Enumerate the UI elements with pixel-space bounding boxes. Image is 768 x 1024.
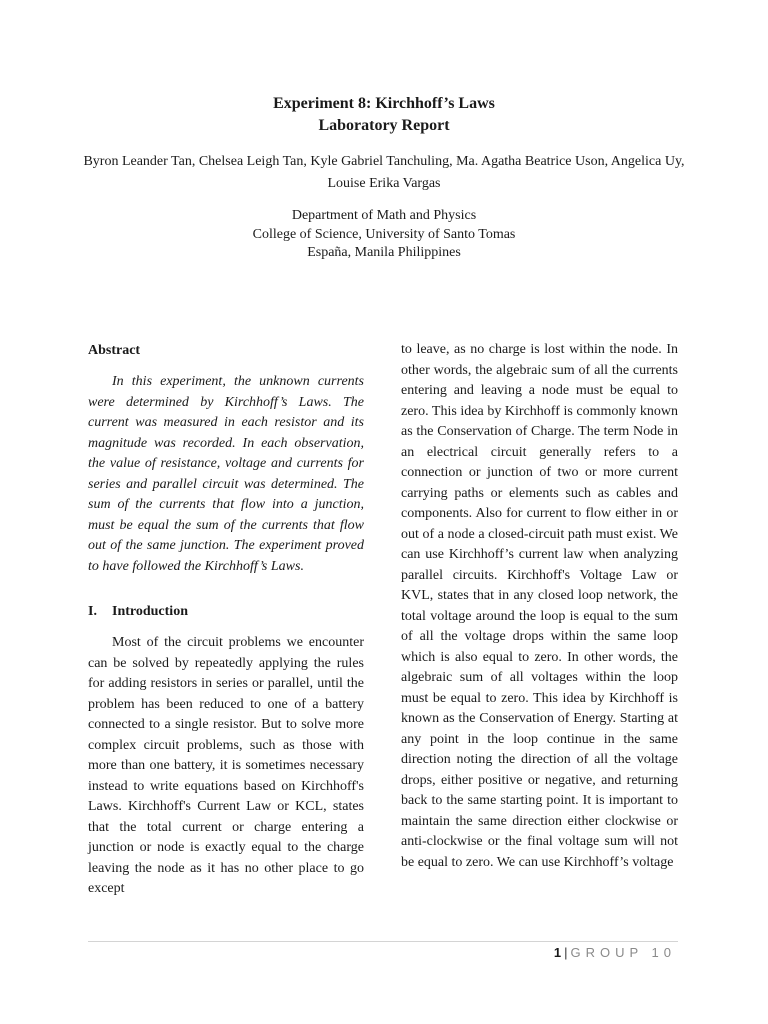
affiliation-department: Department of Math and Physics [291,208,477,223]
title-block [0,93,768,137]
paper-title: Experiment 8: Kirchhoff’s Laws [273,95,495,112]
left-column [88,340,364,900]
group-label: GROUP 10 [570,945,676,960]
affiliation-college: College of Science, University of Santo Tomas [252,226,516,242]
section-number: I. [88,604,97,619]
abstract-heading: Abstract [88,343,141,358]
page-footer [554,944,676,962]
footer-divider [88,941,678,942]
right-column [401,340,678,873]
affiliation [0,207,768,263]
affiliation-location: España, Manila Philippines [307,245,461,260]
abstract-text: In this experiment, the unknown currents were determined by Kirchhoff’s Laws. The current was measured in each resistor and its magnitude was recorded. In each observation, the value of resistance, voltage and currents for series and parallel circuit was determined. The sum of the currents that flow into a junction, must be equal the sum of the currents that flow out of the same junction. The experiment proved to have followed the Kirchhoff’s Laws. [88,374,364,574]
introduction-text-left: Most of the circuit problems we encounter can be solved by repeatedly applying the rules for adding resistors in series or parallel, until the problem has been reduced to one of a battery connected to a single resistor. But to solve more complex circuit problems, such as those with more than one battery, it is sometimes necessary instead to write equations based on Kirchhoff's Laws. Kirchhoff's Current Law or KCL, states that the total current or charge entering a junction or node is exactly equal to the charge leaving the node as it has no other place to go except [88,635,364,896]
page-number: 1 [553,945,562,960]
section-title: Introduction [112,604,188,619]
introduction-text-right: to leave, as no charge is lost within the node. In other words, the algebraic sum of all the currents entering and leaving a node must be equal to zero. This idea by Kirchhoff is commonly known as the Conservation of Charge. The term Node in an electrical circuit generally refers to a connection or junction of two or more current carrying paths or elements such as cables and components. Also for current to flow either in or out of a node a closed-circuit path must exist. We can use Kirchhoff’s current law when analyzing parallel circuits. Kirchhoff's Voltage Law or KVL, states that in any closed loop network, the total voltage around the loop is equal to the sum of all the voltage drops within the same loop which is also equal to zero. In other words, the algebraic sum of all voltages within the loop must be equal to zero. This idea by Kirchhoff is known as the Conservation of Energy. Starting at any point in the loop continue in the same direction noting the direction of all the voltage drops, either positive or negative, and returning back to the same starting point. It is important to maintain the same direction either clockwise or anti-clockwise or the final voltage sum will not be equal to zero. We can use Kirchhoff’s voltage [401,342,678,870]
footer-separator: | [564,945,568,960]
paper-subtitle: Laboratory Report [318,117,450,134]
author-list: Byron Leander Tan, Chelsea Leigh Tan, Kyle Gabriel Tanchuling, Ma. Agatha Beatrice Uson, Angelica Uy, Louise Erika Vargas [83,154,685,191]
introduction-heading [88,601,364,623]
